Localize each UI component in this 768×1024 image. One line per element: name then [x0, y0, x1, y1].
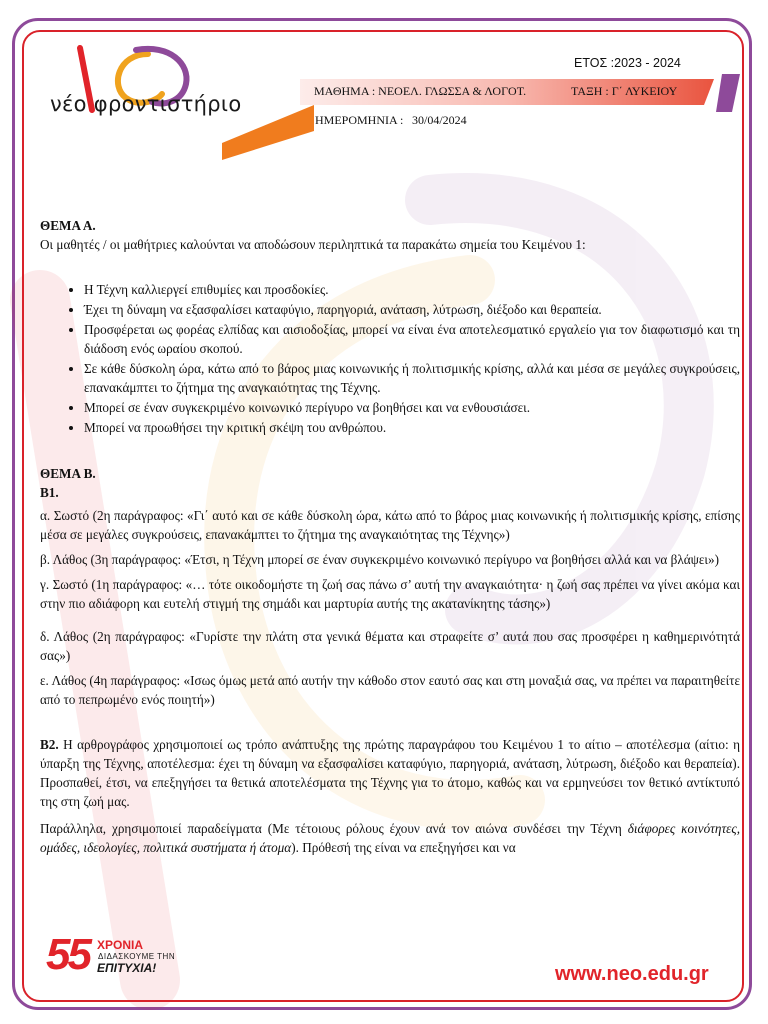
- purple-accent-shape: [716, 74, 740, 112]
- document-body: [40, 216, 740, 857]
- list-item: • Έχει τη δύναμη να εξασφαλίσει καταφύγιο, παρηγοριά, ανάταση, λύτρωση, διέξοδο και θεραπεία.: [84, 300, 740, 319]
- b2-label: Β2.: [40, 737, 59, 752]
- date-label: ΗΜΕΡΟΜΗΝΙΑ :: [315, 113, 404, 127]
- b2-text-2-start: Παράλληλα, χρησιμοποιεί παραδείγματα (Με τέτοιους ρόλους έχουν ανά τον αιώνα συνδέσει την Τέχνη: [40, 821, 622, 836]
- website-link[interactable]: www.neo.edu.gr: [555, 963, 709, 985]
- b2-text-2-italic: διάφορες κοινότητες, ομάδες, ιδεολογίες, πολιτικά συστήματα ή άτομα: [40, 821, 741, 855]
- b1-item: β. Λάθος (3η παράγραφος: «Έτσι, η Τέχνη μπορεί σε έναν συγκεκριμένο κοινωνικό περίγυρο να βοηθήσει αλλά και να βλάψει»): [40, 552, 719, 567]
- badge-line-2: ΔΙΔΑΣΚΟΥΜΕ ΤΗΝ: [98, 952, 176, 961]
- b1-item: α. Σωστό (2η παράγραφος: «Γι΄ αυτό και σε κάθε δύσκολη ώρα, κάτω από το βάρος μιας κοινωνικής ή πολιτισμικής κρίσης, επίσης μέσα σε μεγάλες συγκρούσεις, επανακάμπτει το ζήτημα της αναγκαιότητας της Τέχνης»): [40, 508, 740, 542]
- thema-a-points: [40, 280, 740, 437]
- b1-item: δ. Λάθος (2η παράγραφος: «Γυρίστε την πλάτη στα γενικά θέματα και στραφείτε σ’ αυτά που σας προσφέρει η καθημερινότητά σας»): [40, 629, 740, 663]
- badge-line-1: ΧΡΟΝΙΑ: [97, 938, 144, 952]
- list-item: • Μπορεί να προωθήσει την κριτική σκέψη του ανθρώπου.: [84, 418, 740, 437]
- brand-name: νέο φροντιστήριο: [50, 92, 242, 116]
- b2-paragraph-2: [40, 819, 740, 857]
- b1-title: Β1.: [40, 485, 59, 500]
- b1-item: ε. Λάθος (4η παράγραφος: «Ισως όμως μετά από αυτήν την κάθοδο στον εαυτό σας και στη μοναξιά σας, να πρέπει να παραιτηθείτε από το πεπρωμένο ενός ποιητή»): [40, 673, 740, 707]
- list-item: • Σε κάθε δύσκολη ώρα, κάτω από το βάρος μιας κοινωνικής ή πολιτισμικής κρίσης, αλλά και μέσα σε μεγάλες συγκρούσεις, επανακάμπτει το ζήτημα της αναγκαιότητας της Τέχνης.: [84, 359, 740, 397]
- list-item: • Μπορεί σε έναν συγκεκριμένο κοινωνικό περίγυρο να βοηθήσει και να ενθουσιάσει.: [84, 398, 740, 417]
- date-value: 30/04/2024: [412, 113, 467, 127]
- subject-label: ΜΑΘΗΜΑ : ΝΕΟΕΛ. ΓΛΩΣΣΑ & ΛΟΓΟΤ.: [314, 84, 527, 98]
- badge-line-3: ΕΠΙΤΥΧΙΑ!: [97, 961, 157, 975]
- brand-logo: [40, 40, 210, 130]
- list-item: • Η Τέχνη καλλιεργεί επιθυμίες και προσδοκίες.: [84, 280, 740, 299]
- orange-accent-shape: [222, 105, 314, 160]
- badge-number: 55: [46, 930, 89, 979]
- b1-item: γ. Σωστό (1η παράγραφος: «… τότε οικοδομήστε τη ζωή σας πάνω σ’ αυτή την αναγκαιότητα· η ζωή σας πρέπει να γίνει ακόμα και στην πιο αδιάφορη και ευτελή στιγμή της σημάδι και μαρτυρία αυτής της ακατανίκητης τάσης»): [40, 577, 740, 611]
- b2-text-2-end: ). Πρόθεσή της είναι να επεξηγήσει και να: [291, 840, 516, 855]
- thema-a-intro: Οι μαθητές / οι μαθήτριες καλούνται να αποδώσουν περιληπτικά τα παρακάτω σημεία του Κειμένου 1:: [40, 237, 586, 252]
- thema-b-title: ΘΕΜΑ Β.: [40, 466, 96, 481]
- b2-paragraph-1: [40, 735, 740, 811]
- class-label: ΤΑΞΗ : Γ΄ ΛΥΚΕΙΟΥ: [571, 84, 678, 98]
- b2-text-1: Η αρθρογράφος χρησιμοποιεί ως τρόπο ανάπτυξης της πρώτης παραγράφου του Κειμένου 1 το αίτιο – αποτέλεσμα (αίτιο: η ύπαρξη της Τέχνης, αποτέλεσμα: έχει τη δύναμη να εξασφαλίσει καταφύγιο, παρηγοριά, ανάταση, λύτρωση, διέξοδο και θεραπεία). Προσπαθεί, έτσι, να επεξηγήσει τα θετικά αποτελέσματα της Τέχνης για το άτομο, καθώς και να ερμηνεύσει τον θετικό αντίκτυπό της στη ζωή μας.: [40, 737, 741, 809]
- school-year: ΕΤΟΣ :2023 - 2024: [574, 56, 681, 70]
- thema-a-title: ΘΕΜΑ Α.: [40, 218, 96, 233]
- list-item: • Προσφέρεται ως φορέας ελπίδας και αισιοδοξίας, μπορεί να είναι ένα αποτελεσματικό εργαλείο για τον διαφωτισμό και τη διάδοση ενός ωραίου σκοπού.: [84, 320, 740, 358]
